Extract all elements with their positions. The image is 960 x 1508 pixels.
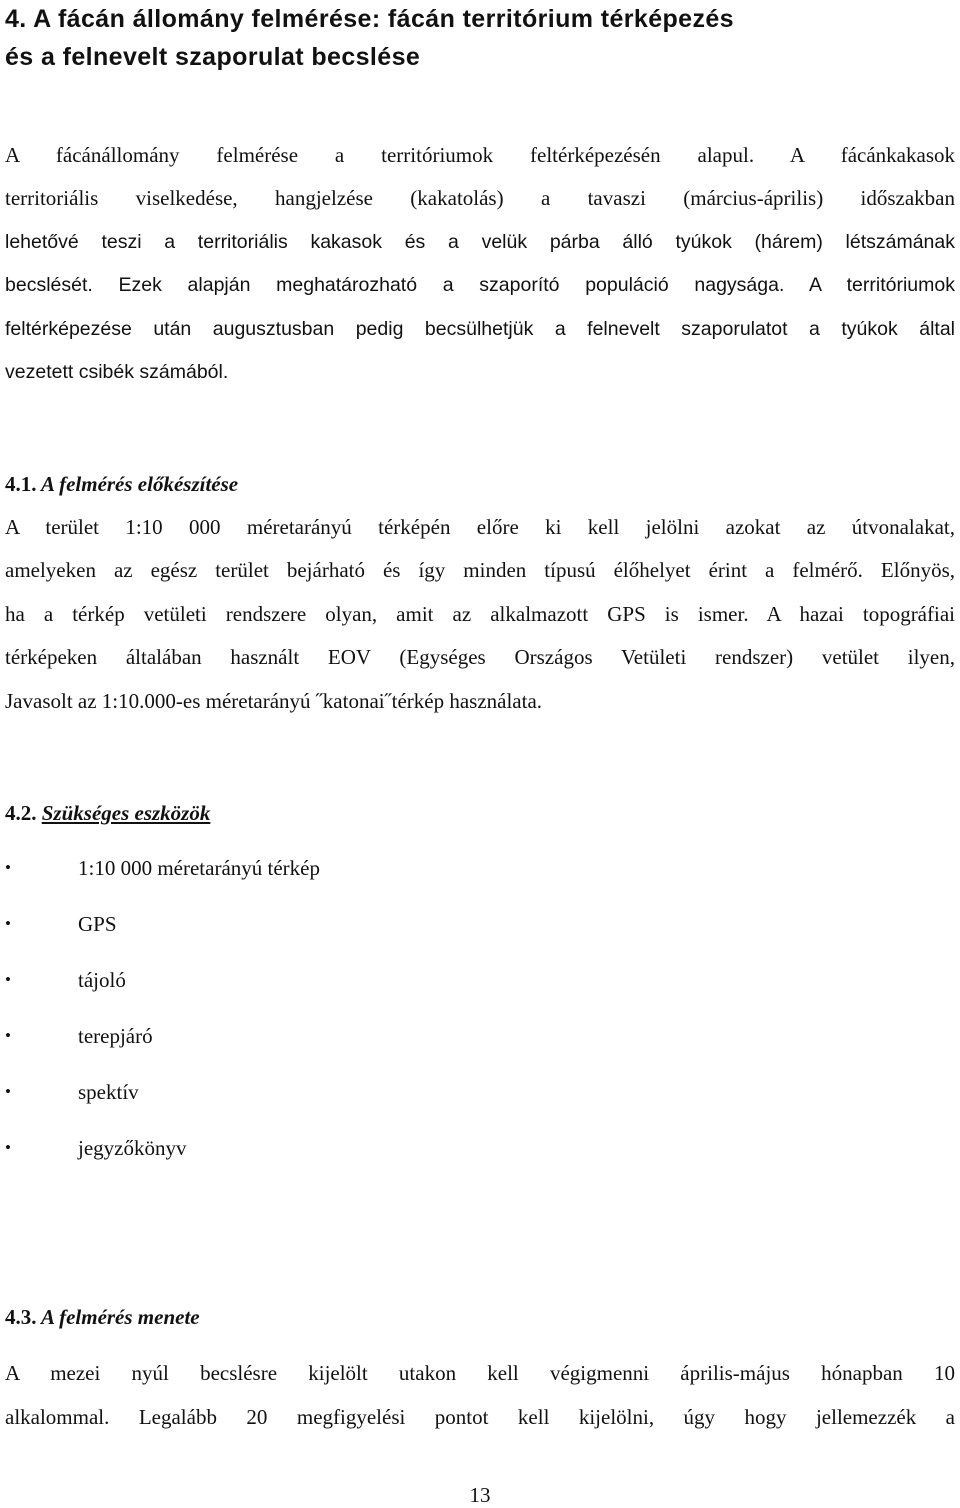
paragraph-line: alkalommal. Legalább 20 megfigyelési pontot kell kijelölni, úgy hogy jellemezzék a <box>5 1405 955 1429</box>
page-title <box>5 0 955 76</box>
list-item-text: jegyzőkönyv <box>78 1136 187 1160</box>
paragraph-line: A mezei nyúl becslésre kijelölt utakon kell végigmenni április-május hónapban 10 <box>5 1361 955 1385</box>
section-heading-4-3 <box>5 1304 200 1330</box>
section-heading-4-2 <box>5 800 210 826</box>
bullet-icon: • <box>5 970 11 989</box>
intro-line: vezetett csibék számából. <box>5 361 229 383</box>
intro-line: feltérképezése után augusztusban pedig becsülhetjük a felnevelt szaporulatot a tyúkok által <box>5 318 955 340</box>
paragraph-line: ha a térkép vetületi rendszere olyan, amit az alkalmazott GPS is ismer. A hazai topográfiai <box>5 602 955 626</box>
bullet-icon: • <box>5 1138 11 1157</box>
section-title: Szükséges eszközök <box>41 801 211 825</box>
section-number: 4.1. <box>5 472 37 496</box>
title-line-1: 4. A fácán állomány felmérése: fácán territórium térképezés <box>5 5 734 33</box>
section-number: 4.3. <box>5 1305 37 1329</box>
list-item-text: 1:10 000 méretarányú térkép <box>78 856 320 880</box>
intro-line: lehetővé teszi a territoriális kakasok és a velük párba álló tyúkok (hárem) létszámának <box>5 231 955 253</box>
bullet-icon: • <box>5 1082 11 1101</box>
page-number: 13 <box>469 1483 491 1507</box>
paragraph-line: A terület 1:10 000 méretarányú térképén előre ki kell jelölni azokat az útvonalakat, <box>5 515 955 539</box>
section-title: A felmérés menete <box>40 1305 200 1329</box>
paragraph-line: térképeken általában használt EOV (Egységes Országos Vetületi rendszer) vetület ilyen, <box>5 645 955 669</box>
intro-line: A fácánállomány felmérése a territóriumok feltérképezésén alapul. A fácánkakasok <box>5 143 955 167</box>
list-item-text: terepjáró <box>78 1024 153 1048</box>
paragraph-line: Javasolt az 1:10.000-es méretarányú ˝katonai˝térkép használata. <box>5 689 543 713</box>
list-item-text: GPS <box>78 912 117 936</box>
paragraph-line: amelyeken az egész terület bejárható és így minden típusú élőhelyet érint a felmérő. Előnyös, <box>5 558 955 582</box>
bullet-icon: • <box>5 858 11 877</box>
section-number: 4.2. <box>5 801 37 825</box>
list-item-text: spektív <box>78 1080 139 1104</box>
bullet-icon: • <box>5 914 11 933</box>
section-heading-4-1 <box>5 471 238 497</box>
list-item-text: tájoló <box>78 968 126 992</box>
bullet-icon: • <box>5 1026 11 1045</box>
intro-line: territoriális viselkedése, hangjelzése (kakatolás) a tavaszi (március-április) időszakban <box>5 186 955 210</box>
section-title: A felmérés előkészítése <box>40 472 239 496</box>
title-line-2: és a felnevelt szaporulat becslése <box>5 43 421 71</box>
intro-line: becslését. Ezek alapján meghatározható a szaporító populáció nagysága. A territóriumok <box>5 274 955 296</box>
